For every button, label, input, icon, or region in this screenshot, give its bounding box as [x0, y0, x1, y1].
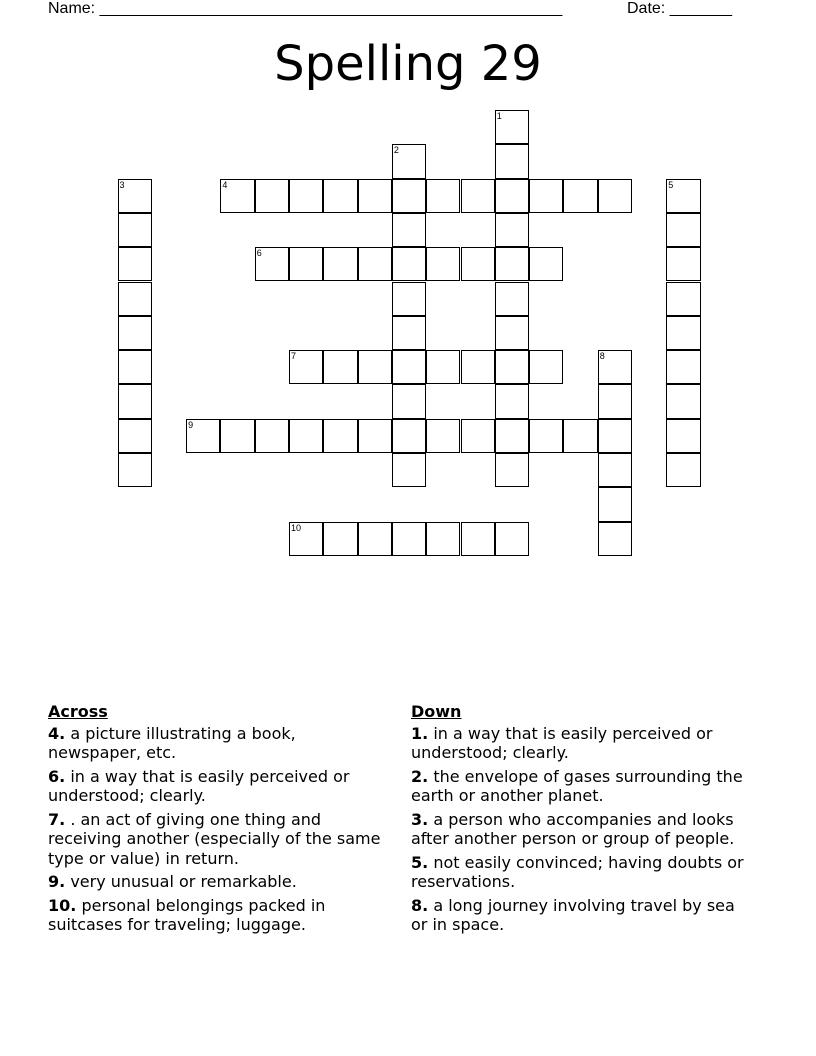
crossword-cell[interactable]: [495, 282, 529, 316]
crossword-cell[interactable]: [598, 487, 632, 521]
crossword-cell[interactable]: [358, 522, 392, 556]
crossword-cell[interactable]: [598, 384, 632, 418]
crossword-cell[interactable]: [289, 247, 323, 281]
crossword-cell[interactable]: [255, 179, 289, 213]
crossword-cell[interactable]: [666, 179, 700, 213]
crossword-cell[interactable]: [358, 179, 392, 213]
across-clues: [48, 702, 393, 939]
date-blank: _______: [669, 0, 732, 17]
clue-number-label: 4: [222, 179, 228, 190]
crossword-cell[interactable]: [392, 213, 426, 247]
clue-text: in a way that is easily perceived or understood; clearly.: [48, 766, 350, 805]
clue-number: 3.: [411, 809, 429, 829]
crossword-cell[interactable]: [289, 350, 323, 384]
crossword-cell[interactable]: [186, 419, 220, 453]
across-clue: [48, 724, 393, 763]
crossword-cell[interactable]: [426, 522, 460, 556]
crossword-cell[interactable]: [118, 316, 152, 350]
crossword-cell[interactable]: [461, 247, 495, 281]
down-clues: [411, 702, 756, 939]
crossword-cell[interactable]: [118, 247, 152, 281]
crossword-cell[interactable]: [426, 179, 460, 213]
page-title: Spelling 29: [274, 36, 542, 92]
crossword-cell[interactable]: [392, 384, 426, 418]
crossword-cell[interactable]: [358, 350, 392, 384]
crossword-cell[interactable]: [392, 316, 426, 350]
crossword-cell[interactable]: [666, 316, 700, 350]
crossword-cell[interactable]: [118, 213, 152, 247]
name-label: Name:: [48, 0, 96, 17]
crossword-cell[interactable]: [358, 419, 392, 453]
across-clue: [48, 810, 393, 869]
crossword-cell[interactable]: [392, 282, 426, 316]
crossword-cell[interactable]: [495, 522, 529, 556]
crossword-cell[interactable]: [666, 384, 700, 418]
crossword-cell[interactable]: [495, 179, 529, 213]
crossword-cell[interactable]: [495, 453, 529, 487]
crossword-cell[interactable]: [598, 350, 632, 384]
crossword-cell[interactable]: [495, 247, 529, 281]
crossword-cell[interactable]: [495, 384, 529, 418]
crossword-cell[interactable]: [461, 419, 495, 453]
crossword-cell[interactable]: [666, 282, 700, 316]
crossword-cell[interactable]: [392, 350, 426, 384]
crossword-cell[interactable]: [666, 419, 700, 453]
crossword-cell[interactable]: [666, 213, 700, 247]
crossword-cell[interactable]: [666, 350, 700, 384]
clue-text: a person who accompanies and looks after another person or group of people.: [411, 809, 735, 848]
down-clue: [411, 810, 756, 849]
crossword-cell[interactable]: [495, 419, 529, 453]
clue-number: 9.: [48, 872, 66, 891]
crossword-cell[interactable]: [220, 419, 254, 453]
down-clue: [411, 767, 756, 806]
crossword-cell[interactable]: [289, 179, 323, 213]
clue-number: 1.: [411, 723, 429, 743]
clue-number-label: 8: [599, 351, 605, 362]
crossword-cell[interactable]: [323, 350, 357, 384]
clue-number-label: 9: [188, 419, 194, 430]
crossword-cell[interactable]: [118, 419, 152, 453]
clue-number: 8.: [411, 895, 429, 915]
crossword-cell[interactable]: [392, 144, 426, 178]
across-clue: [48, 872, 393, 892]
crossword-cell[interactable]: [461, 179, 495, 213]
crossword-cell[interactable]: [289, 419, 323, 453]
across-clue-list: [48, 724, 393, 935]
across-heading: Across: [48, 702, 108, 721]
clue-text: . an act of giving one thing and receiving another (especially of the same type or value) in return.: [48, 809, 381, 868]
clue-number-label: 5: [668, 179, 674, 190]
crossword-cell[interactable]: [118, 350, 152, 384]
crossword-cell[interactable]: [323, 522, 357, 556]
clue-number-label: 6: [256, 248, 262, 259]
crossword-cell[interactable]: [118, 453, 152, 487]
across-clue: [48, 896, 393, 935]
clue-number: 2.: [411, 766, 429, 786]
down-clue: [411, 724, 756, 763]
crossword-cell[interactable]: [666, 453, 700, 487]
clue-number: 7.: [48, 809, 66, 829]
crossword-cell[interactable]: [529, 179, 563, 213]
crossword-cell[interactable]: [323, 247, 357, 281]
crossword-cell[interactable]: [323, 419, 357, 453]
down-clue-list: [411, 724, 756, 935]
crossword-cell[interactable]: [495, 350, 529, 384]
crossword-cell[interactable]: [529, 419, 563, 453]
crossword-cell[interactable]: [118, 282, 152, 316]
crossword-cell[interactable]: [495, 110, 529, 144]
crossword-cell[interactable]: [461, 522, 495, 556]
crossword-cell[interactable]: [598, 453, 632, 487]
crossword-cell[interactable]: [598, 419, 632, 453]
clue-number: 4.: [48, 723, 66, 743]
crossword-cell[interactable]: [426, 350, 460, 384]
clue-text: the envelope of gases surrounding the earth or another planet.: [411, 766, 743, 805]
name-blank: ____________________________________________________: [99, 0, 563, 17]
crossword-cell[interactable]: [392, 419, 426, 453]
clue-text: very unusual or remarkable.: [70, 872, 297, 891]
crossword-cell[interactable]: [529, 247, 563, 281]
crossword-cell[interactable]: [495, 144, 529, 178]
crossword-cell[interactable]: [118, 179, 152, 213]
clue-number-label: 3: [119, 179, 125, 190]
crossword-cell[interactable]: [289, 522, 323, 556]
crossword-cell[interactable]: [323, 179, 357, 213]
crossword-cell[interactable]: [255, 419, 289, 453]
across-clue: [48, 767, 393, 806]
crossword-cell[interactable]: [563, 179, 597, 213]
crossword-cell[interactable]: [495, 316, 529, 350]
crossword-cell[interactable]: [666, 247, 700, 281]
crossword-cell[interactable]: [392, 453, 426, 487]
down-clue: [411, 896, 756, 935]
clue-text: not easily convinced; having doubts or reservations.: [411, 852, 744, 891]
crossword-cell[interactable]: [118, 384, 152, 418]
clue-number-label: 10: [291, 522, 302, 533]
crossword-cell[interactable]: [392, 179, 426, 213]
crossword-cell[interactable]: [495, 213, 529, 247]
crossword-cell[interactable]: [392, 522, 426, 556]
down-heading: Down: [411, 702, 462, 721]
clue-number: 6.: [48, 766, 66, 786]
clue-text: a long journey involving travel by sea or in space.: [411, 895, 735, 934]
clue-number-label: 2: [393, 145, 399, 156]
crossword-cell[interactable]: [598, 179, 632, 213]
crossword-cell[interactable]: [426, 247, 460, 281]
crossword-cell[interactable]: [358, 247, 392, 281]
crossword-cell[interactable]: [392, 247, 426, 281]
clue-number-label: 1: [496, 111, 502, 121]
clue-number-label: 7: [291, 351, 297, 362]
clue-text: personal belongings packed in suitcases for traveling; luggage.: [48, 895, 326, 934]
clue-text: in a way that is easily perceived or understood; clearly.: [411, 723, 713, 762]
crossword-cell[interactable]: [461, 350, 495, 384]
crossword-cell[interactable]: [529, 350, 563, 384]
clue-text: a picture illustrating a book, newspaper, etc.: [48, 723, 296, 762]
crossword-cell[interactable]: [598, 522, 632, 556]
down-clue: [411, 853, 756, 892]
crossword-cell[interactable]: [563, 419, 597, 453]
date-label: Date:: [627, 0, 666, 17]
crossword-cell[interactable]: [220, 179, 254, 213]
clue-number: 5.: [411, 852, 429, 872]
crossword-cell[interactable]: [426, 419, 460, 453]
crossword-cell[interactable]: [255, 247, 289, 281]
clue-number: 10.: [48, 895, 77, 915]
